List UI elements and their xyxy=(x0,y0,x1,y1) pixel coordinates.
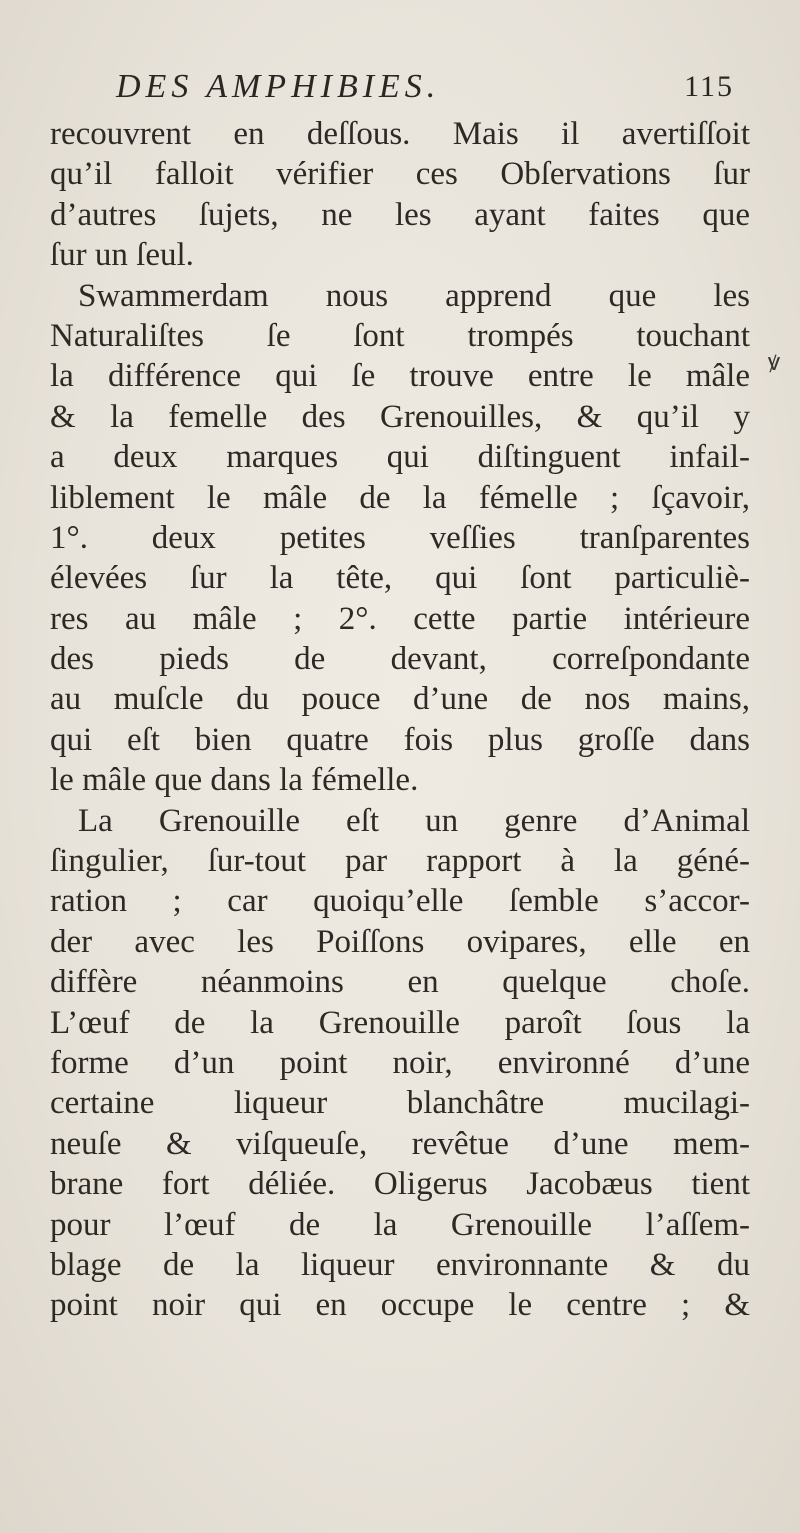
text-line: neuſe & viſqueuſe, revêtue d’une mem- xyxy=(50,1125,750,1162)
body-text xyxy=(50,114,750,1326)
text-line: certaine liqueur blanchâtre mucilagi- xyxy=(50,1085,750,1122)
text-line: la différence qui ſe trouve entre le mâle xyxy=(50,358,750,395)
text-line: a deux marques qui diſtinguent infail- xyxy=(50,439,750,476)
text-line: élevées ſur la tête, qui ſont particuliè- xyxy=(50,560,750,597)
text-line: La Grenouille eſt un genre d’Animal xyxy=(78,802,750,839)
text-line: der avec les Poiſſons ovipares, elle en xyxy=(50,923,750,960)
text-line: Naturaliſtes ſe ſont trompés touchant xyxy=(50,317,750,354)
text-line: ſingulier, ſur-tout par rapport à la géné- xyxy=(50,843,750,880)
text-line: qu’il falloit vérifier ces Obſervations ſur xyxy=(50,156,750,193)
text-line: le mâle que dans la fémelle. xyxy=(50,762,419,799)
text-line: liblement le mâle de la fémelle ; ſçavoir, xyxy=(50,479,750,516)
text-line: ſur un ſeul. xyxy=(50,237,194,274)
margin-note: ꝟ xyxy=(767,350,780,376)
text-line: blage de la liqueur environnante & du xyxy=(50,1246,750,1283)
text-line: ration ; car quoiqu’elle ſemble s’accor- xyxy=(50,883,750,920)
running-head xyxy=(116,68,746,118)
text-line: pour l’œuf de la Grenouille l’aſſem- xyxy=(50,1206,750,1243)
text-line: diffère néanmoins en quelque choſe. xyxy=(50,964,750,1001)
text-line: brane fort déliée. Oligerus Jacobæus tient xyxy=(50,1166,750,1203)
text-line: qui eſt bien quatre fois plus groſſe dans xyxy=(50,721,750,758)
text-line: res au mâle ; 2°. cette partie intérieure xyxy=(50,600,750,637)
text-line: recouvrent en deſſous. Mais il avertiſſoit xyxy=(50,116,750,152)
text-line: L’œuf de la Grenouille paroît ſous la xyxy=(50,1004,750,1041)
text-line: 1°. deux petites veſſies tranſparentes xyxy=(50,519,750,556)
text-line: au muſcle du pouce d’une de nos mains, xyxy=(50,681,750,718)
running-head-title: DES AMPHIBIES. xyxy=(116,68,441,105)
text-line: forme d’un point noir, environné d’une xyxy=(50,1044,750,1081)
text-line: des pieds de devant, correſpondante xyxy=(50,641,750,678)
page-number: 115 xyxy=(684,70,734,103)
text-line: & la femelle des Grenouilles, & qu’il y xyxy=(50,398,750,435)
text-line: d’autres ſujets, ne les ayant faites que xyxy=(50,196,750,233)
text-line: Swammerdam nous apprend que les xyxy=(78,277,750,314)
text-line: point noir qui en occupe le centre ; & xyxy=(50,1287,750,1324)
